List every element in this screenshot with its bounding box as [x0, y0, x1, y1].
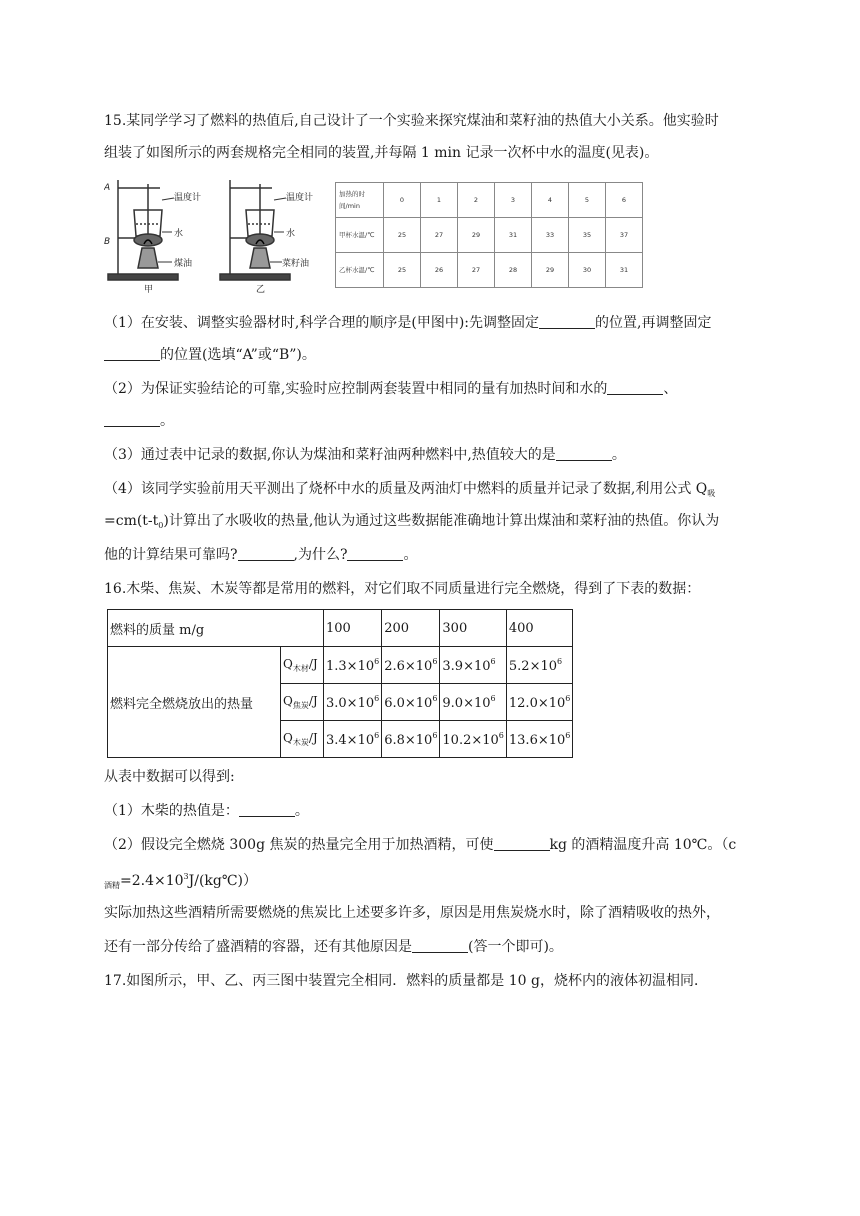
- table-cell: 300: [440, 610, 506, 647]
- table-cell: 35: [569, 218, 606, 253]
- caption-yi: 乙: [256, 285, 266, 295]
- label-thermometer-yi: 温度计: [286, 193, 314, 203]
- table-cell: 33: [532, 218, 569, 253]
- apparatus-jia: [108, 180, 178, 280]
- table-cell: 25: [384, 218, 421, 253]
- q15-part1-line2: [104, 346, 316, 364]
- q15-p3-text-a: （3）通过表中记录的数据,你认为煤油和菜籽油两种燃料中,热值较大的是: [104, 447, 556, 463]
- answer-blank[interactable]: [104, 346, 160, 361]
- fuel-heat-table: [107, 609, 573, 758]
- answer-blank[interactable]: [412, 938, 468, 953]
- q15-p3-text-b: 。: [611, 447, 626, 463]
- table-cell: 1: [421, 183, 458, 218]
- q15-intro-line1: 15.某同学学习了燃料的热值后,自己设计了一个实验来探究煤油和菜籽油的热值大小关系。他实验时: [104, 113, 719, 129]
- table-cell: 6: [606, 183, 643, 218]
- table-cell: 31: [495, 218, 532, 253]
- label-a: A: [104, 183, 111, 193]
- table-cell: 29: [532, 253, 569, 288]
- table-cell: $5.2\times 10^6$: [506, 647, 572, 684]
- q15-p2-text-c: 。: [160, 413, 174, 429]
- table-cell: $2.6\times 10^6$: [382, 647, 440, 684]
- table-cell: $1.3\times 10^6$: [324, 647, 382, 684]
- q17-intro: 17.如图所示，甲、乙、丙三图中装置完全相同．燃料的质量都是 10 g，烧杯内的液体初温相同．: [104, 973, 708, 989]
- row-a-header: 甲杯水温/℃: [336, 218, 384, 253]
- table-cell: $12.0\times 10^6$: [506, 684, 572, 721]
- q16-sub3-line1: 实际加热这些酒精所需要燃烧的焦炭比上述要多许多，原因是用焦炭烧水时，除了酒精吸收的热外，: [104, 905, 720, 921]
- table-cell: 100: [324, 610, 382, 647]
- table-cell: $6.8\times 10^6$: [382, 721, 440, 758]
- table-cell: 400: [506, 610, 572, 647]
- answer-blank[interactable]: [239, 802, 295, 817]
- temperature-table: [335, 182, 643, 288]
- table-cell: 25: [384, 253, 421, 288]
- q16-s2-sup: 3: [183, 872, 189, 881]
- row-b-header: 乙杯水温/℃: [336, 253, 384, 288]
- q15-p1-text-a: （1）在安装、调整实验器材时,科学合理的顺序是(甲图中):先调整固定: [104, 315, 539, 331]
- q15-p4-sub0: 0: [158, 521, 164, 530]
- q16-s2-text-a: （2）假设完全燃烧 300g 焦炭的热量完全用于加热酒精，可使: [104, 837, 494, 853]
- time-header: 加热的时间/min: [336, 183, 384, 218]
- q16-s2-text-b: kg 的酒精温度升高 10℃。（c: [549, 837, 737, 853]
- table-cell: 28: [495, 253, 532, 288]
- q16-s2-sub: 酒精: [104, 881, 120, 890]
- table-row: [108, 610, 573, 647]
- label-water-yi: 水: [286, 229, 296, 239]
- answer-blank[interactable]: [607, 380, 663, 395]
- q15-intro-line2: 组装了如图所示的两套规格完全相同的装置,并每隔 1 min 记录一次杯中水的温度(见表)。: [104, 145, 659, 161]
- answer-blank[interactable]: [104, 412, 160, 427]
- label-fuel-jia: 煤油: [174, 259, 193, 269]
- caption-jia: 甲: [144, 285, 154, 295]
- table-cell: $3.4\times 10^6$: [324, 721, 382, 758]
- table-cell: $6.0\times 10^6$: [382, 684, 440, 721]
- answer-blank[interactable]: [556, 446, 612, 461]
- table-row: [336, 218, 643, 253]
- label-b: B: [104, 237, 111, 247]
- q16-s1-text-b: 。: [294, 803, 309, 819]
- table-cell: 0: [384, 183, 421, 218]
- table-cell: $13.6\times 10^6$: [506, 721, 572, 758]
- table-cell: $10.2\times 10^6$: [440, 721, 506, 758]
- q15-part4-line1: [104, 480, 715, 503]
- q15-p2-text-b: 、: [663, 381, 678, 397]
- table-cell: $9.0\times 10^6$: [440, 684, 506, 721]
- q15-p4-sub: 吸: [707, 489, 716, 498]
- answer-blank[interactable]: [494, 836, 550, 851]
- q16-s3-text-b: (答一个即可)。: [468, 939, 563, 955]
- q15-p4-text-b: =cm(t-t: [104, 513, 159, 529]
- q16-s1-text-a: （1）木柴的热值是：: [104, 803, 239, 819]
- table-row: [336, 183, 643, 218]
- q15-part4-line2: [104, 512, 719, 535]
- q16-sub2-line1: [104, 836, 736, 854]
- table-cell: 29: [458, 218, 495, 253]
- table-cell: 3: [495, 183, 532, 218]
- answer-blank[interactable]: [238, 546, 294, 561]
- q16-s3-text-a: 还有一部分传给了盛酒精的容器，还有其他原因是: [104, 939, 412, 955]
- table-cell: 30: [569, 253, 606, 288]
- q16-sub3-line2: [104, 938, 563, 956]
- heat-label: 燃料完全燃烧放出的热量: [108, 647, 281, 758]
- q15-p1-text-c: 的位置(选填“A”或“B”)。: [160, 347, 316, 363]
- answer-blank[interactable]: [347, 546, 403, 561]
- q15-p2-text-a: （2）为保证实验结论的可靠,实验时应控制两套装置中相同的量有加热时间和水的: [104, 381, 608, 397]
- table-cell: 31: [606, 253, 643, 288]
- table-row: [336, 253, 643, 288]
- mass-label: 燃料的质量 m/g: [108, 610, 324, 647]
- q15-p4-text-e: ,为什么?: [293, 547, 348, 563]
- q15-p4-text-a: （4）该同学实验前用天平测出了烧杯中水的质量及两油灯中燃料的质量并记录了数据,利用公式 Q: [104, 481, 708, 497]
- table-cell: 27: [458, 253, 495, 288]
- table-cell: 2: [458, 183, 495, 218]
- q15-p4-text-d: 他的计算结果可靠吗?: [104, 547, 238, 563]
- table-cell: 200: [382, 610, 440, 647]
- q15-part2-line2: [104, 412, 174, 430]
- q15-p4-text-c: )计算出了水吸收的热量,他认为通过这些数据能准确地计算出煤油和菜籽油的热值。你认为: [163, 513, 720, 529]
- table-cell: 4: [532, 183, 569, 218]
- q15-p4-text-f: 。: [403, 547, 418, 563]
- q16-s2-text-d: J/(kg℃)）: [188, 873, 257, 889]
- label-fuel-yi: 菜籽油: [282, 259, 310, 269]
- table-cell: 5: [569, 183, 606, 218]
- table-cell: $3.9\times 10^6$: [440, 647, 506, 684]
- apparatus-yi: [220, 180, 290, 280]
- row-label-charcoal: $Q_{木炭}/J$: [281, 721, 324, 758]
- apparatus-figure: [104, 178, 326, 296]
- q16-after-table: 从表中数据可以得到:: [104, 769, 235, 785]
- row-label-wood: $Q_{木材}/J$: [281, 647, 324, 684]
- table-cell: 27: [421, 218, 458, 253]
- label-water-jia: 水: [174, 229, 184, 239]
- q16-sub2-line2: [104, 868, 257, 895]
- q16-s2-text-c: =2.4×10: [120, 873, 184, 889]
- table-cell: $3.0\times 10^6$: [324, 684, 382, 721]
- q15-part2-line1: [104, 380, 677, 398]
- q16-intro: 16.木柴、焦炭、木炭等都是常用的燃料，对它们取不同质量进行完全燃烧，得到了下表的数据：: [104, 581, 701, 597]
- q15-p1-text-b: 的位置,再调整固定: [595, 315, 712, 331]
- q15-part3: [104, 446, 626, 464]
- table-cell: 26: [421, 253, 458, 288]
- answer-blank[interactable]: [539, 314, 595, 329]
- table-cell: 37: [606, 218, 643, 253]
- q15-part1-line1: [104, 314, 711, 332]
- row-label-coke: $Q_{焦炭}/J$: [281, 684, 324, 721]
- q15-part4-line3: [104, 546, 417, 564]
- q16-sub1: [104, 802, 309, 820]
- table-row: [108, 647, 573, 684]
- label-thermometer-jia: 温度计: [174, 193, 202, 203]
